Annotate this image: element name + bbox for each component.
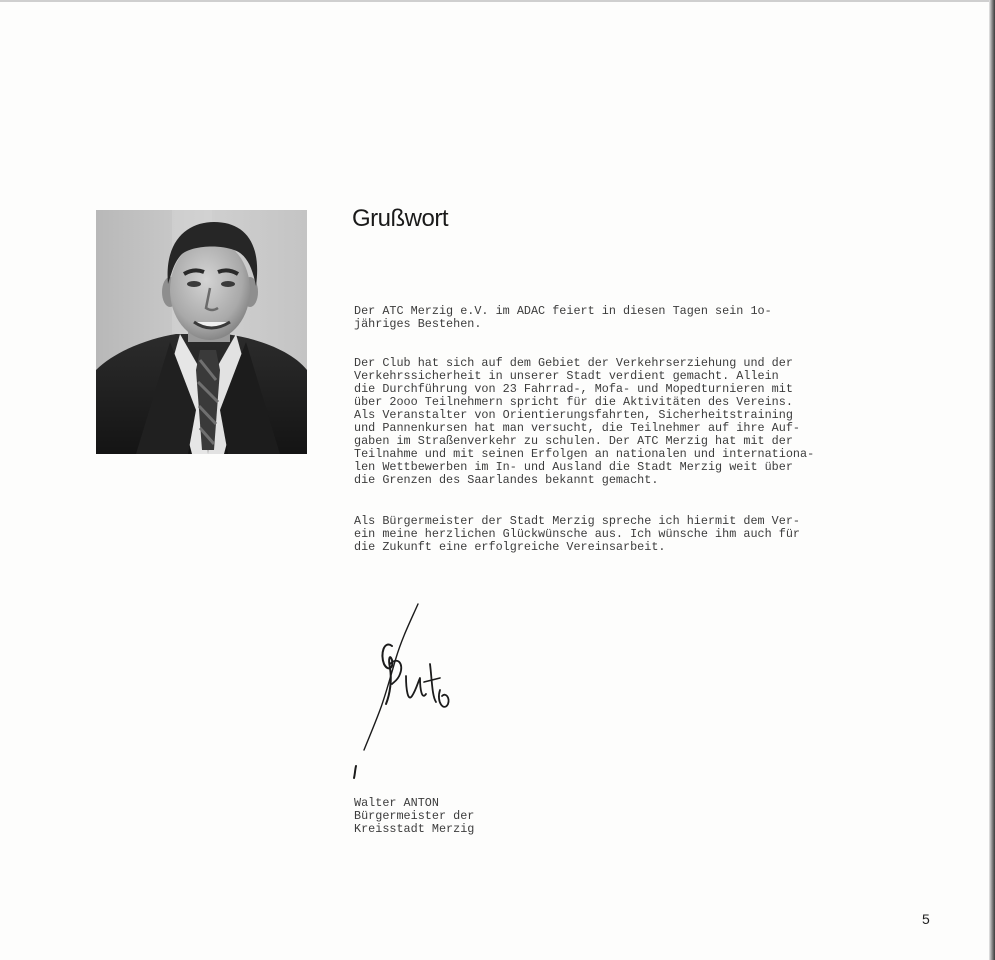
paragraph-club-activities: Der Club hat sich auf dem Gebiet der Verkehrserziehung und der Verkehrssicherheit in unserer Stadt verdient gemacht. Allein die Durchführung von 23 Fahrrad-, Mofa- und Mopedturnieren mit über 2ooo Teilnehmern spricht für die Aktivitäten des Vereins. Als Veranstalter von Orientierungsfahrten, Sicherheitstraining und Pannenkursen hat man versucht, die Teilnehmer auf ihre Auf- gaben im Straßenverkehr zu schulen. Der ATC Merzig hat mit der Teilnahme und mit seinen Erfolgen an nationalen und internationa- len Wettbewerben im In- und Ausland die Stadt Merzig weit über die Grenzen des Saarlandes bekannt gemacht. <box>354 356 815 487</box>
signatory-title-line1: Bürgermeister der <box>354 809 475 823</box>
signatory-block <box>354 797 474 836</box>
handwritten-signature <box>340 598 470 783</box>
page-title: Grußwort <box>352 205 449 232</box>
portrait-photo <box>96 210 307 454</box>
paragraph-congratulations: Als Bürgermeister der Stadt Merzig spreche ich hiermit dem Ver- ein meine herzlichen Glückwünsche aus. Ich wünsche ihm auch für die Zukunft eine erfolgreiche Vereinsarbeit. <box>354 514 800 554</box>
page-top-edge <box>0 0 995 2</box>
signatory-name: Walter ANTON <box>354 796 439 810</box>
signatory-title-line2: Kreisstadt Merzig <box>354 822 475 836</box>
page-binding-edge <box>989 0 995 960</box>
page-number: 5 <box>922 911 930 927</box>
paragraph-anniversary: Der ATC Merzig e.V. im ADAC feiert in diesen Tagen sein 1o- jähriges Bestehen. <box>354 304 772 331</box>
